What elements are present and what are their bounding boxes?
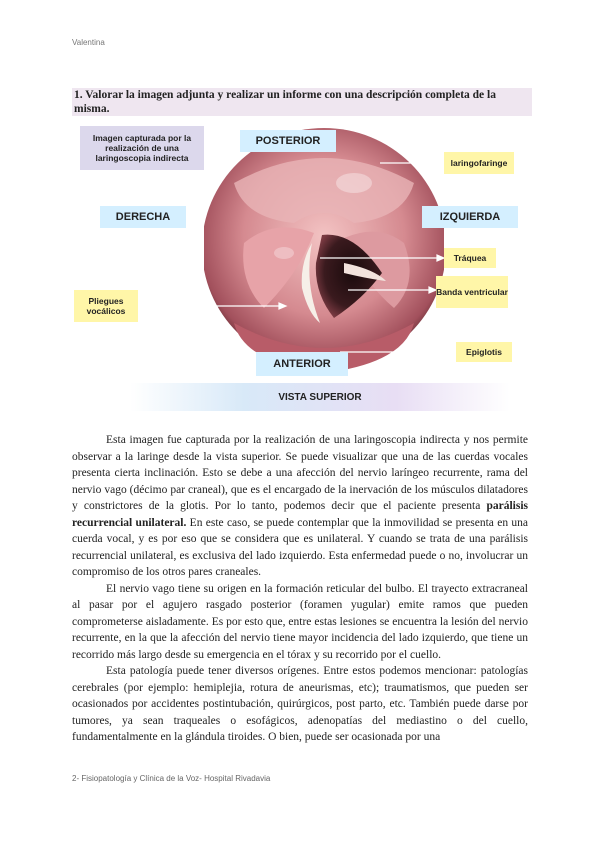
label-epiglotis: Epiglotis [456, 342, 512, 362]
label-izquierda: IZQUIERDA [422, 206, 518, 228]
paragraph-1-text-a: Esta imagen fue capturada por la realización de una laringoscopia indirecta y nos permite observar a la laringe desde la vista superior. Se puede visualizar que una de las cuerdas vocales presenta cierta inclinación. Esto se debe a una afección del nervio laríngeo recurrente, rama del nervio vago (décimo par craneal), que es el encargado de la inervación de los músculos dilatadores y constrictores de la glotis. Por lo tanto, podemos decir que el paciente presenta [72, 434, 528, 512]
label-pliegues-vocalicos: Pliegues vocálicos [74, 290, 138, 322]
paragraph-1 [72, 432, 528, 581]
page-footer: 2- Fisiopatología y Clínica de la Voz- Hospital Rivadavia [72, 774, 271, 783]
laryngoscopy-figure [70, 118, 530, 420]
paragraph-1-bold: parálisis recurrencial unilateral. [72, 500, 528, 529]
label-laringofaringe: laringofaringe [444, 152, 514, 174]
label-derecha: DERECHA [100, 206, 186, 228]
page-header-author: Valentina [72, 38, 105, 47]
label-posterior: POSTERIOR [240, 130, 336, 152]
label-anterior: ANTERIOR [256, 352, 348, 376]
paragraph-3: Esta patología puede tener diversos orígenes. Entre estos podemos mencionar: patologías cerebrales (por ejemplo: hemiplejia, rotura de aneurismas, etc); traumatismos, que pueden ser ocasionados por accidentes postintubación, quirúrgicos, post parto, etc. También puede darse por tumores, ya sean traqueales o esofágicos, adenopatías del mediastino o del cuello, fundamentalmente en la glándula tiroides. O bien, puede ser ocasionada por una [72, 665, 528, 743]
paragraph-2: El nervio vago tiene su origen en la formación reticular del bulbo. El trayecto extracraneal al pasar por el agujero rasgado posterior (foramen yugular) emite ramos que pueden comprometerse aisladamente. Es por esto que, entre estas lesiones se encuentra la lesión del nervio recurrente, en la que la afección del nervio tiene mayor incidencia del lado izquierdo, que tiene un recorrido más largo desde su emergencia en el tórax y su recorrido por el cuello. [72, 582, 528, 661]
label-traquea: Tráquea [444, 248, 496, 268]
label-vista-superior: VISTA SUPERIOR [130, 383, 510, 411]
body-text [72, 432, 528, 746]
figure-caption-box: Imagen capturada por la realización de una laringoscopia indirecta [80, 126, 204, 170]
question-heading: 1. Valorar la imagen adjunta y realizar un informe con una descripción completa de la misma. [72, 88, 532, 116]
paragraph-1-text-b: En este caso, se puede contemplar que la inmovilidad se presenta en una cuerda vocal, y es por eso que se considera que es unilateral. Y cuando se trata de una parálisis recurrencial unilateral, es exclusiva del lado izquierdo. Esta enfermedad puede o no, involucrar un compromiso de los otros pares craneales. [72, 516, 528, 578]
label-banda-ventricular: Banda ventricular [436, 276, 508, 308]
